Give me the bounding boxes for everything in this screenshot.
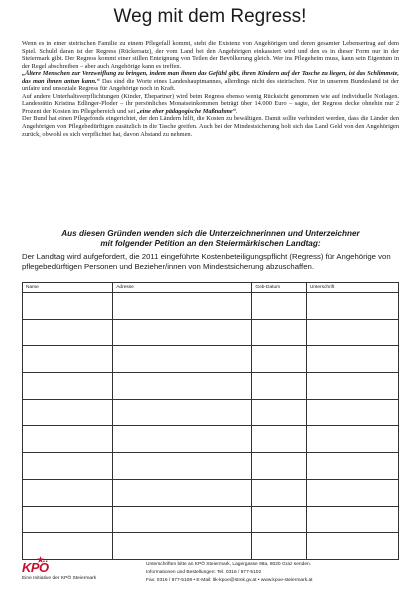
address-cell[interactable] (113, 373, 252, 400)
birthdate-cell[interactable] (252, 453, 307, 480)
signature-cell[interactable] (306, 426, 398, 453)
address-cell[interactable] (113, 453, 252, 480)
signature-cell[interactable] (306, 479, 398, 506)
quote-text: „eine eher pädagogische Maßnahme“ (136, 107, 236, 115)
table-row (23, 426, 399, 453)
appeal-line-2: mit folgender Petition an den Steiermärkischen Landtag: (100, 238, 321, 248)
kpoe-logo (22, 560, 132, 590)
intro-paragraph (22, 115, 399, 138)
quote-text: „Ältere Menschen zur Verzweiflung zu bringen, indem man ihnen das Gefühl gibt, ihren Kindern auf der Tasche zu liegen, ist das Schlimmste, das man ihnen antun kann.“ (22, 70, 399, 85)
table-row (23, 399, 399, 426)
table-row (23, 373, 399, 400)
birthdate-cell[interactable] (252, 399, 307, 426)
address-cell[interactable] (113, 399, 252, 426)
column-header-birthdate: Geb-Datum (252, 283, 307, 293)
footer-line-2: Informationen und Bestellungen: Tel. 0316 / 877-5102 (146, 570, 262, 576)
address-cell[interactable] (113, 293, 252, 320)
signature-cell[interactable] (306, 319, 398, 346)
table-row (23, 293, 399, 320)
signature-cell[interactable] (306, 453, 398, 480)
column-header-name: Name (23, 283, 113, 293)
intro-paragraph (22, 70, 399, 93)
petition-appeal (22, 229, 399, 248)
birthdate-cell[interactable] (252, 479, 307, 506)
table-row (23, 453, 399, 480)
petition-text: Der Landtag wird aufgefordert, die 2011 eingeführte Kostenbeteiligungspflicht (Regress) für Angehörige von pflegebedürftigen Personen und Bezieher/innen von Mindestsicherung abzuschaffen. (22, 252, 391, 272)
intro-paragraph (22, 93, 399, 116)
name-cell[interactable] (23, 426, 113, 453)
paragraph-text: . (235, 107, 238, 115)
paragraph-text: Wenn es in einer steirischen Familie zu einem Pflegefall kommt, steht die Existenz von Angehörigen und deren gesamter Lebensertrag auf dem Spiel. Schuld daran ist der Regress (Rückersatz), der vom Land bei den Angehörigen einkassiert wird und den es in dieser Form nur in der Steiermark gibt. Der Regress kommt einer stillen Enteignung von Teilen der Bevölkerung gleich. Wer ins Pflegeheim muss, kann sein Eigentum in der Regel abschreiben – aber auch Angehörige kann es treffen. (22, 40, 399, 70)
intro-text (22, 40, 399, 138)
footer-line-1: Unterschriften bitte an KPÖ Steiermark, Lagergasse 98a, 8020 Graz senden. (146, 562, 312, 567)
column-header-address: Adresse (113, 283, 252, 293)
signature-cell[interactable] (306, 533, 398, 560)
contact-footer (146, 561, 400, 585)
birthdate-cell[interactable] (252, 373, 307, 400)
signature-cell[interactable] (306, 346, 398, 373)
signature-cell[interactable] (306, 506, 398, 533)
table-row (23, 346, 399, 373)
table-row (23, 533, 399, 560)
address-cell[interactable] (113, 319, 252, 346)
name-cell[interactable] (23, 346, 113, 373)
birthdate-cell[interactable] (252, 319, 307, 346)
birthdate-cell[interactable] (252, 533, 307, 560)
address-cell[interactable] (113, 533, 252, 560)
signature-cell[interactable] (306, 373, 398, 400)
name-cell[interactable] (23, 453, 113, 480)
birthdate-cell[interactable] (252, 506, 307, 533)
appeal-line-1: Aus diesen Gründen wenden sich die Unterzeichnerinnen und Unterzeichner (61, 229, 360, 238)
name-cell[interactable] (23, 506, 113, 533)
logo-wordmark: KPÖ (22, 560, 49, 575)
birthdate-cell[interactable] (252, 346, 307, 373)
signature-cell[interactable] (306, 293, 398, 320)
table-row (23, 506, 399, 533)
name-cell[interactable] (23, 319, 113, 346)
name-cell[interactable] (23, 479, 113, 506)
star-icon (37, 556, 44, 563)
signature-rows (23, 293, 399, 560)
address-cell[interactable] (113, 426, 252, 453)
paragraph-text: Das sind die Worte eines Landeshauptmannes, allerdings nicht des steirischen. Nur in unserem Bundesland ist der unfaire und unsoziale Regress für Angehörige noch in Kraft. (22, 77, 399, 93)
paragraph-text: Auf andere Unterhaltsverpflichtungen (Kinder, Ehepartner) wird beim Regress ebenso wenig Rücksicht genommen wie auf individuelle Notlagen. Landesrätin Kristina Edlinger-Ploder – ihr persönliches Monatseinkommen beträgt über 14.000 Euro – sagte, der Regress decke ohnehin nur 2 Prozent der Kosten im Pflegebereich und sei (22, 92, 399, 115)
address-cell[interactable] (113, 346, 252, 373)
paragraph-text: Der Bund hat einen Pflegefonds eingerichtet, der den Ländern hilft, die Kosten zu bewältigen. Damit sollte verhindert werden, dass die Länder den Angehörigen von Pflegebedürftigen zusätzlich in die Tasche greifen. Auch bei der Mindestsicherung holt sich das Land Geld von den Angehörigen zurück, obwohl es sich verpflichtet hat, davon Abstand zu nehmen. (22, 115, 399, 138)
name-cell[interactable] (23, 373, 113, 400)
intro-paragraph (22, 40, 399, 70)
table-row (23, 319, 399, 346)
footer-line-3: Fax: 0316 / 877-5108 • E-Mail: ltk-kpoe@stmk.gv.at • www.kpoe-steiermark.at (146, 578, 313, 584)
name-cell[interactable] (23, 293, 113, 320)
signature-cell[interactable] (306, 399, 398, 426)
column-header-signature: Unterschrift (306, 283, 398, 293)
signature-table (22, 282, 399, 560)
birthdate-cell[interactable] (252, 426, 307, 453)
name-cell[interactable] (23, 399, 113, 426)
address-cell[interactable] (113, 506, 252, 533)
signature-table-header (23, 283, 399, 293)
address-cell[interactable] (113, 479, 252, 506)
logo-subtitle: Eine Initiative der KPÖ Steiermark (22, 576, 97, 581)
table-row (23, 479, 399, 506)
birthdate-cell[interactable] (252, 293, 307, 320)
page-title: Weg mit dem Regress! (113, 6, 307, 27)
